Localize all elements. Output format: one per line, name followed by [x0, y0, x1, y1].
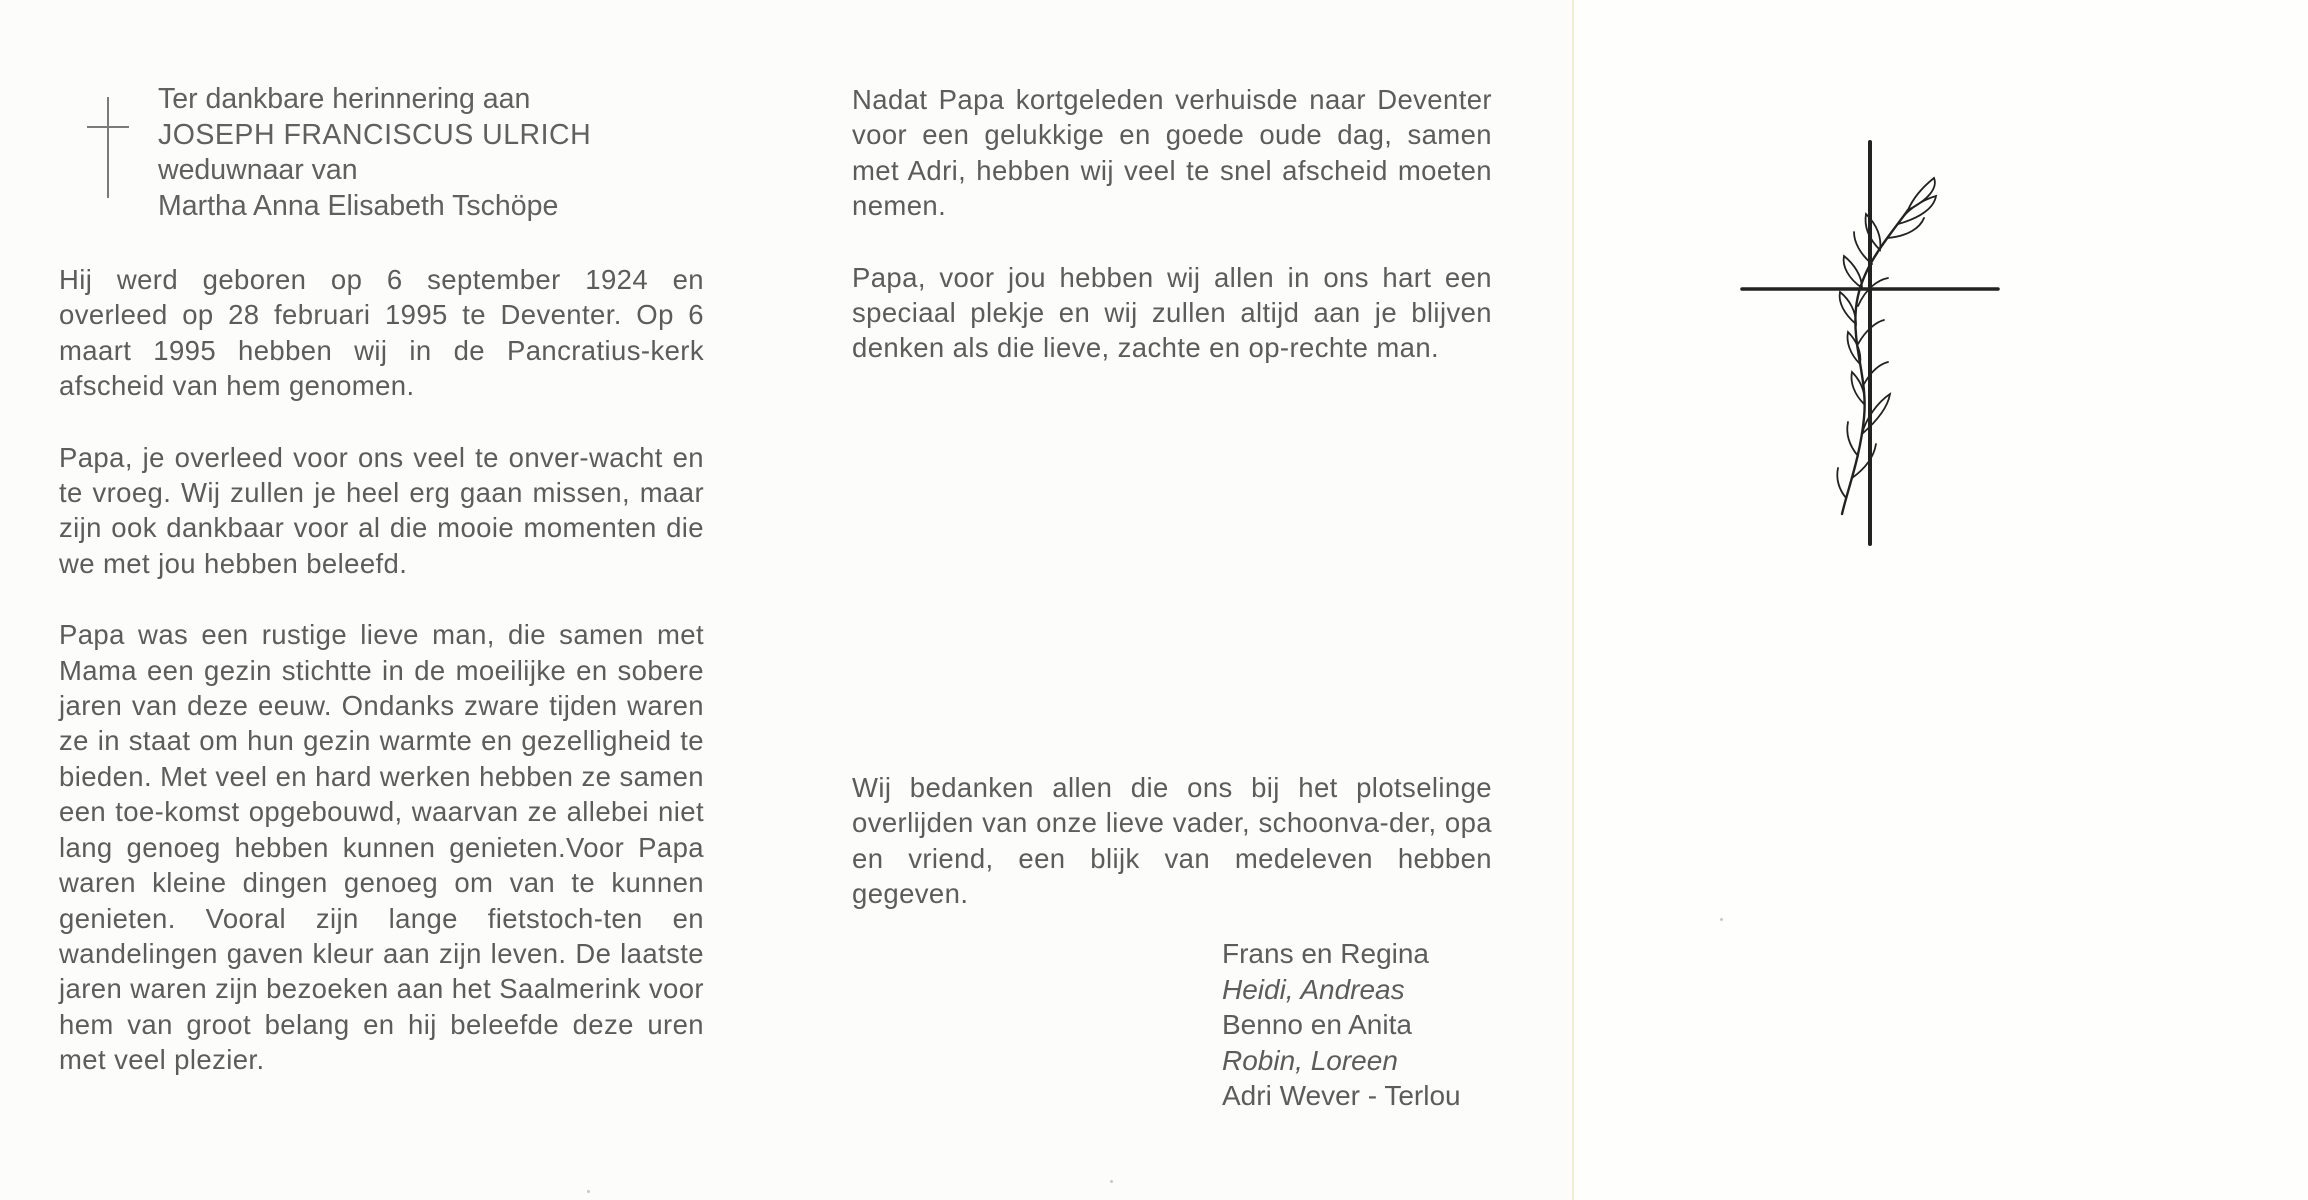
paper-speck	[587, 1190, 590, 1193]
signature-line: Benno en Anita	[1222, 1009, 1412, 1041]
left-column	[59, 262, 704, 1114]
paragraph-birth-death: Hij werd geboren op 6 september 1924 en overleed op 28 februari 1995 te Deventer. Op 6 maart 1995 hebben wij in de Pancratius-kerk afscheid van hem genomen.	[59, 264, 704, 402]
memorial-header	[158, 82, 718, 224]
header-dedication: Ter dankbare herinnering aan	[158, 83, 531, 115]
signature-line: Heidi, Andreas	[1222, 973, 1405, 1005]
spouse-name: Martha Anna Elisabeth Tschöpe	[158, 189, 559, 222]
signature-line: Adri Wever - Terlou	[1222, 1080, 1461, 1112]
paper-speck	[1720, 918, 1723, 921]
cross-with-olive-branch-icon	[1738, 138, 2002, 548]
thanks-paragraph: Wij bedanken allen die ons bij het plotselinge overlijden van onze lieve vader, schoonva-der, opa en vriend, een blijk van medeleven hebben gegeven.	[852, 772, 1492, 910]
signature-line: Robin, Loreen	[1222, 1044, 1398, 1076]
paragraph-moved: Nadat Papa kortgeleden verhuisde naar Deventer voor een gelukkige en goede oude dag, samen met Adri, hebben wij veel te snel afscheid moeten nemen.	[852, 84, 1492, 222]
paragraph-remembrance: Papa, voor jou hebben wij allen in ons hart een speciaal plekje en wij zullen altijd aan je blijven denken als die lieve, zachte en op-rechte man.	[852, 261, 1492, 364]
header-widower-of: weduwnaar van	[158, 154, 358, 186]
paper-speck	[1110, 1180, 1113, 1183]
middle-column	[852, 82, 1492, 402]
paragraph-farewell: Papa, je overleed voor ons veel te onver-wacht en te vroeg. Wij zullen je heel erg gaan missen, maar zijn ook dankbaar voor al die mooie momenten die we met jou hebben beleefd.	[59, 441, 704, 579]
signatures	[1222, 936, 1461, 1114]
cross-icon	[87, 95, 129, 200]
paragraph-life: Papa was een rustige lieve man, die samen met Mama een gezin stichtte in de moeilijke en sobere jaren van deze eeuw. Ondanks zware tijden waren ze in staat om hun gezin warmte en gezelligheid te bieden. Met veel en hard werken hebben ze samen een toe-komst opgebouwd, waarvan ze allebei niet lang genoeg hebben kunnen genieten.Voor Papa waren kleine dingen genoeg om van te kunnen genieten. Vooral zijn lange fietstoch-ten en wandelingen gaven kleur aan zijn leven. De laatste jaren waren zijn bezoeken aan het Saalmerink voor hem van groot belang en hij beleefde deze uren met veel plezier.	[59, 619, 704, 1076]
signature-line: Frans en Regina	[1222, 938, 1430, 969]
deceased-name: JOSEPH FRANCISCUS ULRICH	[158, 118, 592, 151]
